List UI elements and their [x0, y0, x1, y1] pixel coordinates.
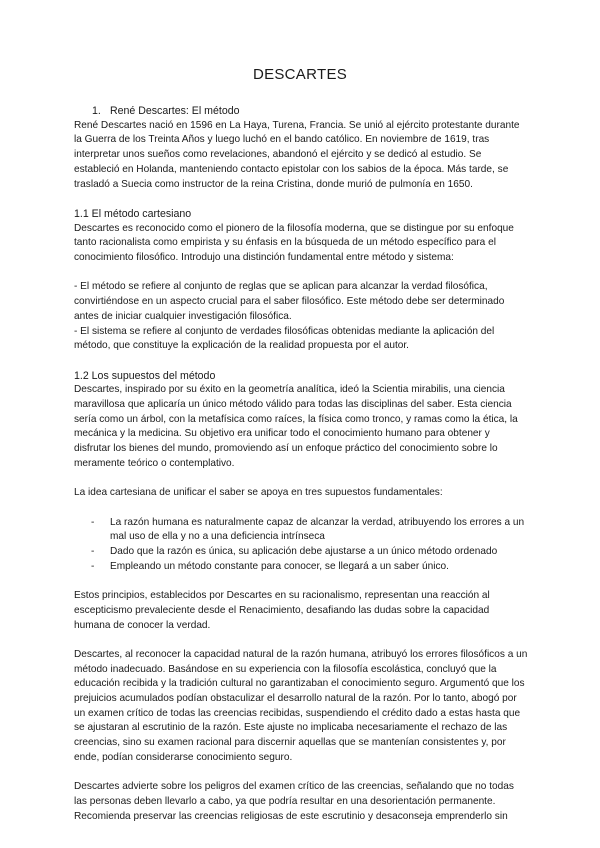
section-1-2-heading: 1.2 Los supuestos del método: [74, 369, 216, 382]
document-body: [74, 104, 528, 824]
bullet-dash: -: [91, 560, 95, 572]
list-item-text: Dado que la razón es única, su aplicación debe ajustarse a un único método ordenado: [110, 546, 498, 558]
section-1-2-paragraph-1: Descartes, inspirado por su éxito en la geometría analítica, ideó la Scientia mirabilis, una ciencia maravillosa que aplicaría un único método válido para todas las disciplinas del saber. Esta ciencia sería como un árbol, con la metafísica como raíces, la física como tronco, y ramas como la ética, la mecánica y la medicina. Su objetivo era unificar todo el conocimiento humano para obtener y disfrutar los bienes del mundo, promoviendo así un enfoque práctico del conocimiento sobre lo meramente teórico o contemplativo.: [74, 384, 518, 469]
bullet-dash: -: [91, 546, 95, 558]
section-1-2-paragraph-2: La idea cartesiana de unificar el saber se apoya en tres supuestos fundamentales:: [74, 487, 443, 499]
section-1-paragraph: René Descartes nació en 1596 en La Haya, Turena, Francia. Se unió al ejército protestante durante la Guerra de los Treinta Años y luego luchó en el bando católico. En noviembre de 1619, tras interpretar unos sueños como revelaciones, abandonó el ejército y se dedicó al estudio. Se estableció en Holanda, manteniendo contacto epistolar con los sabios de la época. Más tarde, se trasladó a Suecia como instructor de la reina Cristina, donde murió de pulmonía en 1650.: [74, 119, 520, 190]
section-1-2-paragraph-3: Estos principios, establecidos por Descartes en su racionalismo, representan una reacción al escepticismo prevaleciente desde el Renacimiento, desafiando las dudas sobre la capacidad humana de conocer la verdad.: [74, 590, 490, 631]
section-1-heading: [74, 104, 528, 119]
section-1-heading-text: René Descartes: El método: [109, 105, 240, 117]
section-1-1-item-method: - El método se refiere al conjunto de reglas que se aplican para alcanzar la verdad filosófica, convirtiéndose en un aspecto crucial para el saber filosófico. Este método debe ser determinado antes de iniciar cualquier investigación filosófica.: [74, 281, 505, 322]
section-1-1-item-system: - El sistema se refiere al conjunto de verdades filosóficas obtenidas mediante la aplicación del método, que constituye la explicación de la realidad propuesta por el autor.: [74, 325, 495, 352]
spacer: [74, 501, 528, 516]
spacer: [74, 354, 528, 369]
spacer: [74, 266, 528, 281]
list-item: [74, 560, 528, 575]
assumptions-list: [74, 516, 528, 575]
section-1-1-intro: Descartes es reconocido como el pionero de la filosofía moderna, que se distingue por su enfoque tanto racionalista como empirista y su énfasis en la búsqueda de un método específico para el conocimiento filosófico. Introdujo una distinción fundamental entre método y sistema:: [74, 222, 514, 264]
list-item: [74, 545, 528, 560]
document-title: DESCARTES: [252, 66, 348, 83]
spacer: [74, 574, 528, 589]
spacer: [74, 472, 528, 487]
list-item-text: Empleando un método constante para conocer, se llegará a un saber único.: [110, 560, 449, 572]
list-item: [74, 516, 528, 545]
section-1-1-heading: 1.1 El método cartesiano: [74, 207, 192, 220]
section-1-number: 1.: [92, 105, 101, 117]
section-1-2-paragraph-5: Descartes advierte sobre los peligros del examen crítico de las creencias, señalando que no todas las personas deben llevarlo a cabo, ya que podría resultar en una desorientación permanente. Recomienda preservar las creencias religiosas de este escrutinio y desaconseja emprenderlo sin: [74, 781, 514, 822]
spacer: [74, 766, 528, 781]
spacer: [74, 633, 528, 648]
bullet-dash: -: [91, 516, 95, 528]
spacer: [74, 192, 528, 207]
list-item-text: La razón humana es naturalmente capaz de alcanzar la verdad, atribuyendo los errores a un mal uso de ella y no a una deficiencia intrínseca: [110, 516, 525, 543]
section-1-2-paragraph-4: Descartes, al reconocer la capacidad natural de la razón humana, atribuyó los errores filosóficos a un método inadecuado. Basándose en su experiencia con la filosofía escolástica, concluyó que la educación recibida y la tradición cultural no garantizaban el conocimiento seguro. Argumentó que los prejuicios acumulados podían obstaculizar el desarrollo natural de la razón. Por lo tanto, abogó por un examen crítico de todas las creencias recibidas, suspendiendo el crédito dado a estas hasta que se ajustaran al escrutinio de la razón. Este ajuste no implicaba necesariamente el rechazo de las creencias, sino su examen racional para discernir aquellas que se mantenían consistentes y, por ende, podían considerarse conocimiento seguro.: [74, 648, 528, 763]
